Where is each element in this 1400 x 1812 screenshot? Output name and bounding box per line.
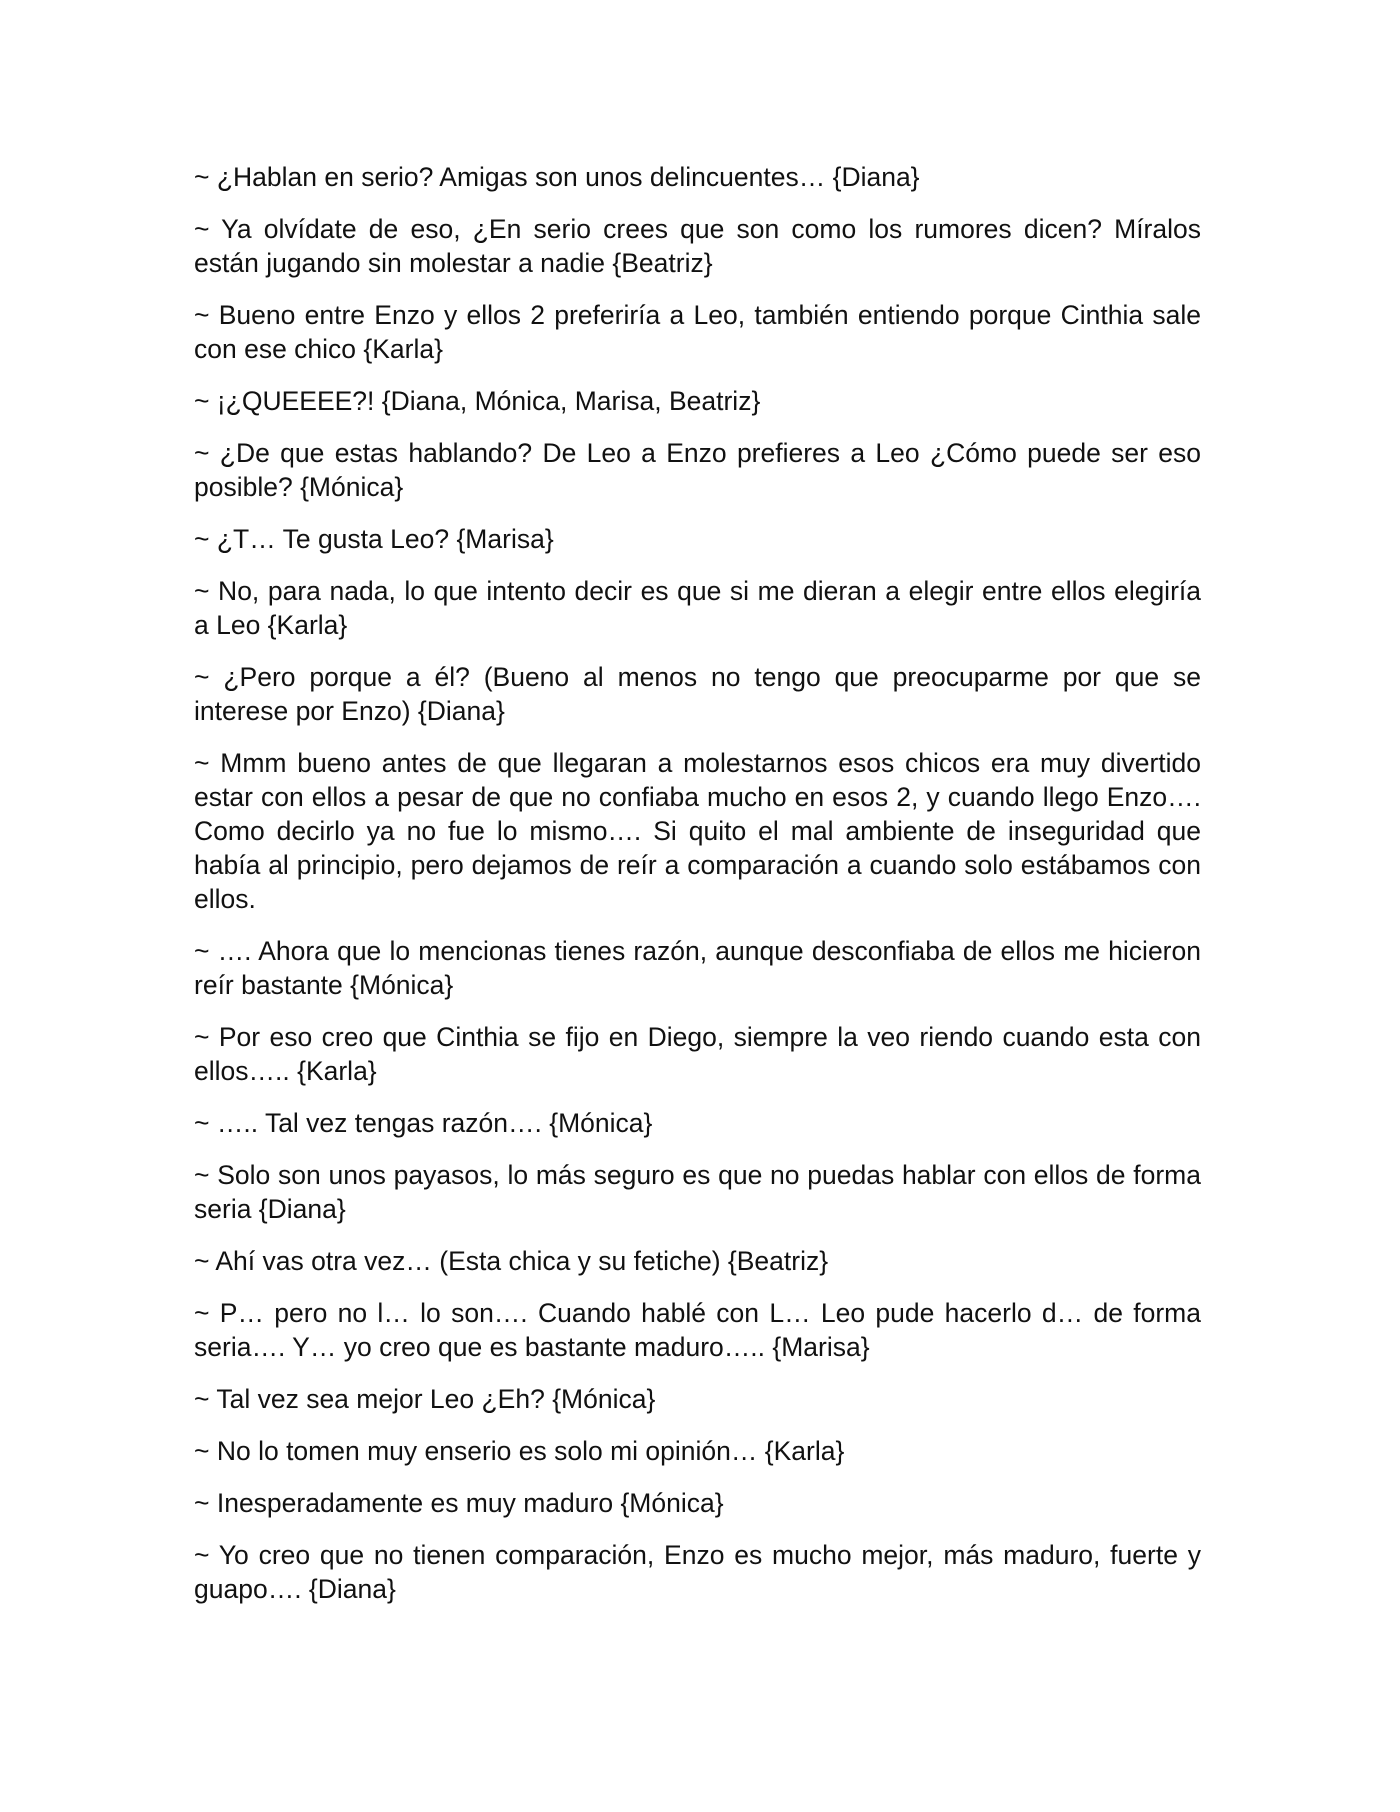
dialogue-line: ~ No, para nada, lo que intento decir es que si me dieran a elegir entre ellos elegiría a Leo {Karla} [194,576,1201,640]
dialogue-line: ~ ¿Pero porque a él? (Bueno al menos no tengo que preocuparme por que se interese por Enzo) {Diana} [194,662,1201,726]
dialogue-line: ~ Tal vez sea mejor Leo ¿Eh? {Mónica} [194,1384,656,1414]
dialogue-line: ~ Inesperadamente es muy maduro {Mónica} [194,1488,724,1518]
dialogue-line: ~ Ahí vas otra vez… (Esta chica y su fetiche) {Beatriz} [194,1246,829,1276]
dialogue-line: ~ P… pero no l… lo son…. Cuando hablé con L… Leo pude hacerlo d… de forma seria…. Y… yo creo que es bastante maduro….. {Marisa} [194,1298,1201,1362]
dialogue-text [194,160,1201,1624]
dialogue-line: ~ Por eso creo que Cinthia se fijo en Diego, siempre la veo riendo cuando esta con ellos….. {Karla} [194,1022,1201,1086]
dialogue-line: ~ ¿De que estas hablando? De Leo a Enzo prefieres a Leo ¿Cómo puede ser eso posible? {Mónica} [194,438,1201,502]
dialogue-line: ~ No lo tomen muy enserio es solo mi opinión… {Karla} [194,1436,845,1466]
dialogue-line: ~ ¿Hablan en serio? Amigas son unos delincuentes… {Diana} [194,162,920,192]
dialogue-line: ~ ¡¿QUEEEE?! {Diana, Mónica, Marisa, Beatriz} [194,386,761,416]
dialogue-line: ~ Ya olvídate de eso, ¿En serio crees que son como los rumores dicen? Míralos están jugando sin molestar a nadie {Beatriz} [194,214,1201,278]
dialogue-line: ~ Solo son unos payasos, lo más seguro es que no puedas hablar con ellos de forma seria {Diana} [194,1160,1201,1224]
dialogue-line: ~ …. Ahora que lo mencionas tienes razón, aunque desconfiaba de ellos me hicieron reír bastante {Mónica} [194,936,1201,1000]
dialogue-line: ~ Yo creo que no tienen comparación, Enzo es mucho mejor, más maduro, fuerte y guapo…. {Diana} [194,1540,1201,1604]
dialogue-line: ~ Mmm bueno antes de que llegaran a molestarnos esos chicos era muy divertido estar con ellos a pesar de que no confiaba mucho en esos 2, y cuando llego Enzo…. Como decirlo ya no fue lo mismo…. Si quito el mal ambiente de inseguridad que había al principio, pero dejamos de reír a comparación a cuando solo estábamos con ellos. [194,748,1201,914]
dialogue-line: ~ ….. Tal vez tengas razón…. {Mónica} [194,1108,653,1138]
dialogue-line: ~ Bueno entre Enzo y ellos 2 preferiría a Leo, también entiendo porque Cinthia sale con ese chico {Karla} [194,300,1201,364]
dialogue-line: ~ ¿T… Te gusta Leo? {Marisa} [194,524,554,554]
